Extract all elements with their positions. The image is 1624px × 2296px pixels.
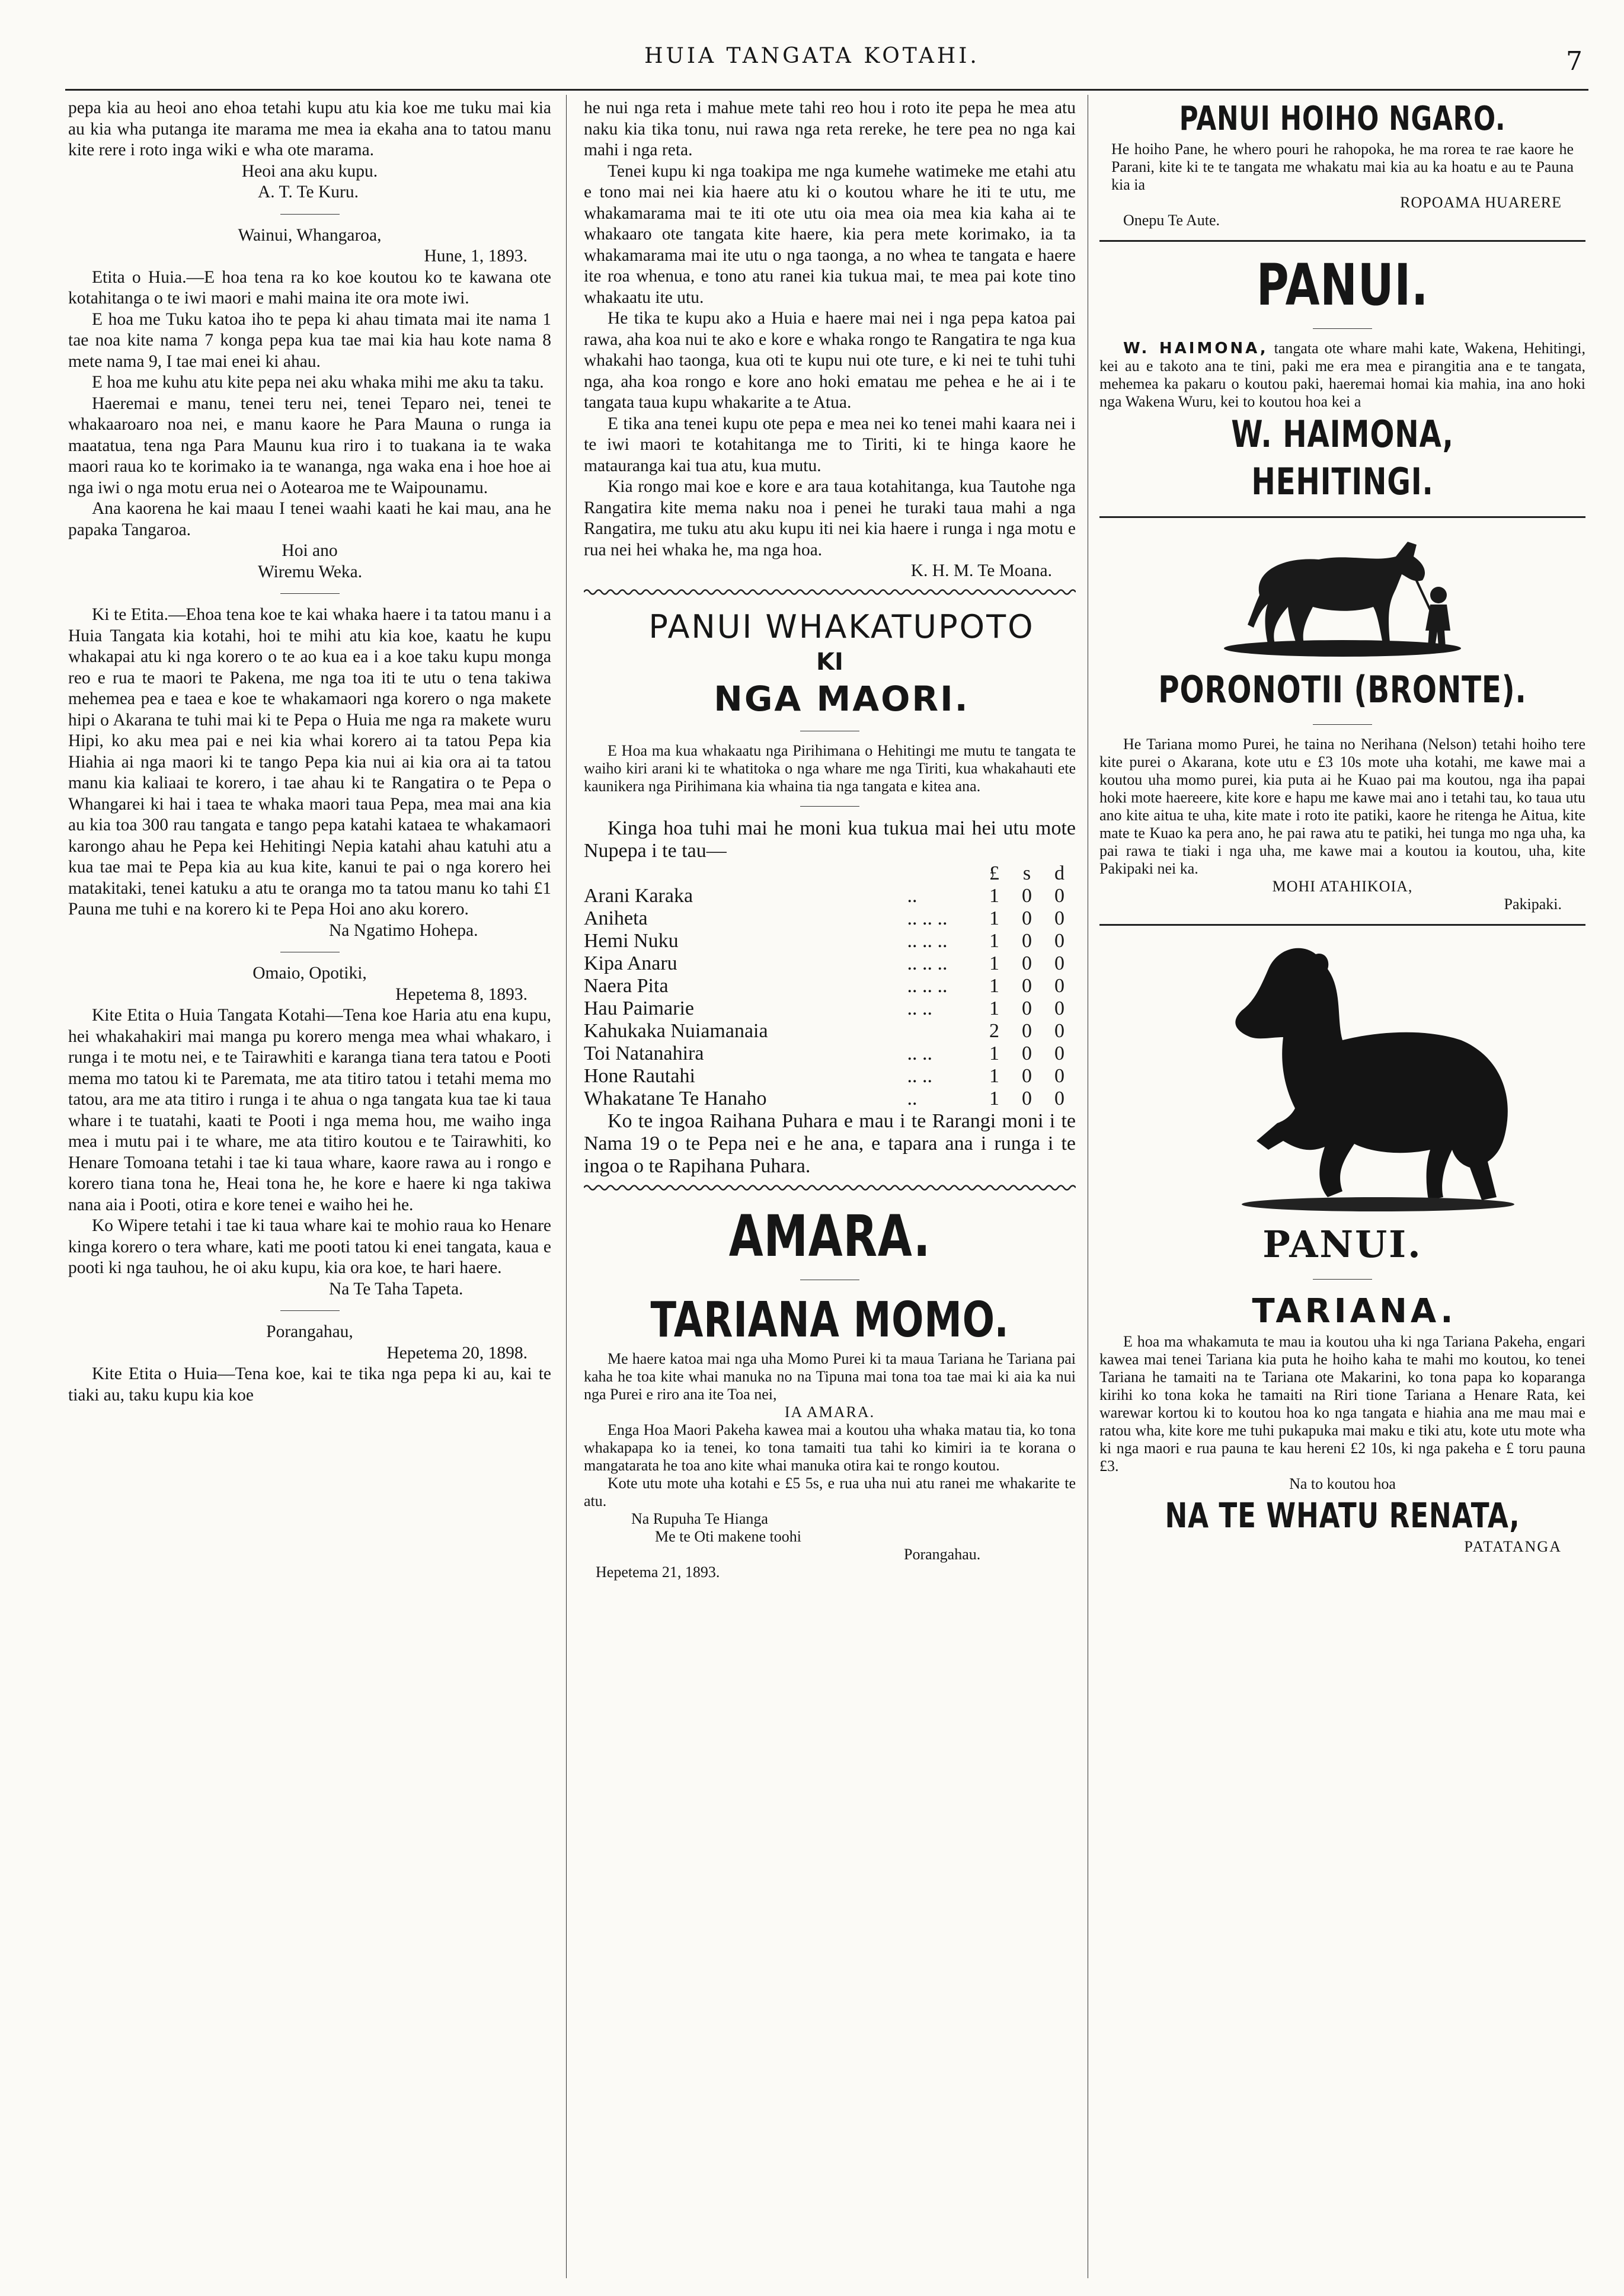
ad-body-wrap <box>1099 340 1585 411</box>
pounds: 1 <box>989 907 999 929</box>
letter-3-signature: Na Ngatimo Hohepa. <box>329 920 478 940</box>
page-number: 7 <box>1566 46 1583 76</box>
letter-2-date: Hune, 1, 1893. <box>424 247 528 266</box>
letter-cont-para: Tenei kupu ki nga toakipa me nga kumehe watimeke me etahi atu e tono mai nei kia haere atu ki o koutou whare he iti te utu, me whakamarama mai te iti ote utu oia mea oia mea kia kaha ai te whakaaro ote tangata kite haere, kia pera mete korimako, ia ta whakamarama mai ite utu o nga taonga, a no whea te tangata e haere ite roa whenua, e tono atu ranei kia tukua mai, te mea pai kote tino whakaatu ite utu. <box>584 161 1076 307</box>
ad-place: PATATANGA <box>1464 1538 1562 1555</box>
haimona-footer: W. HAIMONA, HEHITINGI. <box>1231 412 1454 503</box>
letter-5-para: Kite Etita o Huia—Tena koe, kai te tika nga pepa ki au, kai te tiaki au, taku kupu kia koe <box>68 1364 551 1405</box>
shillings-header: s <box>1022 862 1031 884</box>
section-rule <box>1099 516 1585 518</box>
tariana-signature: Na Rupuha Te Hianga <box>631 1510 768 1527</box>
separator <box>1313 328 1372 329</box>
letter-4-date: Hepetema 8, 1893. <box>395 984 528 1004</box>
ad-closing: Na to koutou hoa <box>1289 1475 1396 1492</box>
pence: 0 <box>1054 885 1064 907</box>
letter-5-place: Porangahau, <box>266 1322 353 1341</box>
shillings: 0 <box>1022 997 1032 1019</box>
subscriber-name: Hone Rautahi <box>584 1065 695 1087</box>
pence: 0 <box>1054 1043 1064 1064</box>
pounds: 1 <box>989 930 999 952</box>
pounds: 1 <box>989 975 999 997</box>
pounds: 2 <box>989 1020 999 1042</box>
leader-dots: .. .. .. <box>907 975 948 997</box>
ad-body: E Hoa ma kua whakaatu nga Pirihimana o Hehitingi me mutu te tangata te waiho kiri arani ki te whatitoka o nga whare me nga Tiriti, kua whakahauti ete kaunikera nga Pirihimana kia whaina tia nga tangata e kitea ana. <box>584 742 1076 795</box>
ad-title: PANUI WHAKATUPOTO <box>648 608 1035 645</box>
pounds: 1 <box>989 1043 999 1064</box>
ad-place: Onepu Te Aute. <box>1123 212 1220 229</box>
letter-1-text: pepa kia au heoi ano ehoa tetahi kupu atu kia koe me tuku mai kia au kia wha putanga ite marama me mea ia ekaha ana to tatou manu kite rere i roto inga wiki e wha ote marama. <box>68 98 551 159</box>
subscriber-name: Aniheta <box>584 907 648 929</box>
ad-title: KI <box>816 648 843 676</box>
letter-2-para: Haeremai e manu, tenei teru nei, tenei Teparo nei, tenei te whakaaroaro noa nei, e manu kaore he Para Mauna o runga ia maatatua, tena nga Para Maunu kua riro i to tuakana ia te waka maori raua ko te korimako ia te wananga, nga waka ena i hoe hoe ai nga iwi o nga motu erua nei o Aotearoa me te Waipounamu. <box>68 394 551 497</box>
tariana-para: Me haere katoa mai nga uha Momo Purei ki ta maua Tariana he Tariana pai kaha he toa kite whai manuka no na Tipuna mai tona toa tae mai ki aia ka nui nga Purei e riro ana ite Toa nei, <box>584 1350 1076 1403</box>
letter-cont-signature: K. H. M. Te Moana. <box>910 561 1052 580</box>
letter-2-signature: Wiremu Weka. <box>258 562 363 581</box>
ad-body: He Tariana momo Purei, he taina no Nerihana (Nelson) tetahi hoiho tere kite purei o Akarana, kote utu e £3 10s mote uha kotahi, me kawe mai a koutou uha momo purei, kia puta ai he Kuao pai ma koutou, nga iha papai hoki mote haereere, kite kore e hapu me kawe mai ano i tetahi tau, ko taua utu ano kite aitua te uha, kite mate i roto ite patiki, kaore he ritenga he Aitua, kite mate te Kuao ka pera ano, he pai rawa atu te patiki, hei tunga mo nga uha, ka pai rawa te tiaki i nga uha, me kawe mai a koutou ia koutou, uha, kite Pakipaki nei ka. <box>1099 736 1585 877</box>
leader-dots <box>907 1020 978 1043</box>
pence: 0 <box>1054 1065 1064 1087</box>
column-1 <box>68 98 551 2284</box>
ad-signature: MOHI ATAHIKOIA, <box>1272 878 1413 895</box>
amara-title: AMARA. <box>728 1203 931 1269</box>
wavy-rule <box>584 588 1076 596</box>
letter-2-para: Etita o Huia.—E hoa tena ra ko koe koutou ko te kawana ote kotahitanga o te iwi maori e mahi maina ite ora mote iwi. <box>68 267 551 308</box>
pence: 0 <box>1054 952 1064 974</box>
table-header <box>584 862 1076 885</box>
section-rule <box>1099 924 1585 926</box>
pence: 0 <box>1054 907 1064 929</box>
panui-title: PANUI. <box>1262 1223 1422 1266</box>
pounds: 1 <box>989 997 999 1019</box>
subscription-note: Ko te ingoa Raihana Puhara e mau i te Rarangi moni i te Nama 19 o te Pepa nei e he ana, e tapara ana i runga i te ingoa o te Rapihana Puhara. <box>584 1110 1076 1177</box>
pounds: 1 <box>989 1065 999 1087</box>
ad-name: W. HAIMONA, <box>1123 340 1268 357</box>
section-rule <box>1099 240 1585 242</box>
header-rule <box>65 89 1588 91</box>
tariana-signature: Me te Oti makene toohi <box>655 1527 801 1545</box>
letter-4-place: Omaio, Opotiki, <box>252 964 367 983</box>
leader-dots: .. .. .. <box>907 952 948 974</box>
tariana-date: Hepetema 21, 1893. <box>596 1563 720 1581</box>
pence: 0 <box>1054 975 1064 997</box>
subscriber-name: Kipa Anaru <box>584 952 677 974</box>
letter-cont-para: E tika ana tenei kupu ote pepa e mea nei ko tenei mahi kaara nei i te iwi maori te kotahitanga me to Tiriti, ki te hinga kaore he matauranga kai tua atu, kua mutu. <box>584 414 1076 475</box>
pence-header: d <box>1054 862 1064 884</box>
shillings: 0 <box>1022 907 1032 929</box>
pence: 0 <box>1054 930 1064 952</box>
separator <box>1313 1279 1372 1280</box>
horse-and-groom-illustration <box>1218 530 1467 660</box>
separator <box>800 806 859 807</box>
separator <box>280 1310 340 1311</box>
leader-dots: .. .. <box>907 1065 933 1087</box>
subscriber-name: Toi Natanahira <box>584 1043 704 1064</box>
pounds: 1 <box>989 952 999 974</box>
table-row <box>584 975 1076 997</box>
hoiho-ngaro-title: PANUI HOIHO NGARO. <box>1179 100 1506 138</box>
table-row <box>584 1020 1076 1043</box>
pounds-header: £ <box>989 862 999 884</box>
letter-2-para: E hoa me Tuku katoa iho te pepa ki ahau timata mai ite nama 1 tae noa kite nama 7 konga pepa kua tae mai kia hau kote nama 8 mete nama 9, I tae mai enei ki ahau. <box>68 309 551 371</box>
table-row <box>584 930 1076 952</box>
pounds: 1 <box>989 885 999 907</box>
leader-dots: .. .. .. <box>907 930 948 952</box>
letter-5-date: Hepetema 20, 1898. <box>386 1343 528 1363</box>
subscriber-name: Whakatane Te Hanaho <box>584 1088 767 1109</box>
leader-dots: .. .. .. <box>907 907 948 929</box>
pence: 0 <box>1054 1020 1064 1042</box>
table-row <box>584 907 1076 930</box>
letter-1-signature: A. T. Te Kuru. <box>258 183 359 202</box>
shillings: 0 <box>1022 1088 1032 1109</box>
leader-dots: .. .. <box>907 997 933 1019</box>
tariana-para: Kote utu mote uha kotahi e £5 5s, e rua uha nui atu ranei me whakarite te atu. <box>584 1474 1076 1510</box>
tariana-place: Porangahau. <box>904 1545 981 1563</box>
letter-cont-para: Kia rongo mai koe e kore e ara taua kotahitanga, kua Tautohe nga Rangatira kite mema naku noa i penei he turaki taua mahi a nga Rangatira, me tuku atu aku kupu iti nei kia haere i runga i nga motu e rua nei hei whaka he, ma nga hoa. <box>584 477 1076 559</box>
pounds: 1 <box>989 1088 999 1109</box>
pence: 0 <box>1054 997 1064 1019</box>
shillings: 0 <box>1022 975 1032 997</box>
pence: 0 <box>1054 1088 1064 1109</box>
letter-4-signature: Na Te Taha Tapeta. <box>329 1279 463 1299</box>
column-2 <box>584 98 1076 2284</box>
tariana-para: Enga Hoa Maori Pakeha kawea mai a koutou uha whaka matau tia, ko tona whakapapa ko ia tenei, ko tona tamaiti tua tahi ko kimiri ia te korana o mangatarata he toa ano kite whai manuka otira kai te rongo koutou. <box>584 1421 1076 1474</box>
subscription-intro: Kinga hoa tuhi mai he moni kua tukua mai hei utu mote Nupepa i te tau— <box>584 817 1076 862</box>
ad-signature: ROPOAMA HUARERE <box>1400 194 1562 211</box>
table-row <box>584 1088 1076 1110</box>
shillings: 0 <box>1022 1065 1032 1087</box>
letter-2-closing: Hoi ano <box>282 541 338 560</box>
ad-title: NGA MAORI. <box>714 679 970 719</box>
letter-2-place: Wainui, Whangaroa, <box>238 225 382 245</box>
leader-dots: .. <box>907 1088 918 1109</box>
ad-signature: NA TE WHATU RENATA, <box>1165 1495 1520 1536</box>
horse-illustration <box>1165 936 1520 1215</box>
subscriber-name: Kahukaka Nuiamanaia <box>584 1020 768 1042</box>
separator <box>1313 724 1372 725</box>
letter-1-closing: Heoi ana aku kupu. <box>241 161 378 181</box>
leader-dots: .. <box>907 885 918 907</box>
ad-body: E hoa ma whakamuta te mau ia koutou uha ki nga Tariana Pakeha, engari kawea mai tenei Tariana kia puta he hoiho kaha te mahi mo koutou, ko tenei Tariana he tamaiti na te Tariana ote Makarini, ko tona papa ko koparanga kirihi ko tona koka he tamaiti na Riri tione Tariana a Henare Rata, kei warewar kortou ki to koutou hoa ko nga tangata e hiahia ana me mau mai e ratou wha, kite kore me tuhi pukapuka mai maku e tiki atu, kote utu mote wha ki nga maori e rua pauna te kau hereni £2 10s, ki nga pakeha e £ toru pauna £3. <box>1099 1333 1585 1475</box>
letter-3-para: Ki te Etita.—Ehoa tena koe te kai whaka haere i ta tatou manu i a Huia Tangata kia kotahi, hoi te mihi atu kia koe, kaatu he kupu whakapai atu ki nga korero o te ao kua ea i a koe taku kupu monga reo e rua te maori te Pakena, me nga toa iti te utu o tena takiwa mehemea pea e taea e koe te whakamaori nga korero o nga makete hipi o Akarana te tuhi mai ki te Pepa o Huia me nga ra makete wuru Hipi, ko aku mea pai e nei kia whai korero ai ta tatou Pepa kia Hiahia ai nga maori ki te tango Pepa kia nui ai kia ora ai ta tatou manu kia kaliaai te korero, i tae ahau ki te Rangatira o te Pepa o Whangarei ki hai i taea te whaka maori taua Pepa, mea mai ana kia au kia toa 300 rau tangata e tango pepa katahi kataea te whakamaori karongo ahau he Pepa kei Hehitingi Nepia katahi ahau katuhi atu a kua tae mai te Pepa kia au kua kite, kanui te pai o nga korero hei matakitaki, tenei katuku a atu te oranga mo ta tatou manu ko tahi £1 Pauna me tuhi e na korero ki te Pepa Hoi ano aku korero. <box>68 605 551 919</box>
column-rule-1 <box>566 95 567 2278</box>
letter-cont-para: he nui nga reta i mahue mete tahi reo hou i roto ite pepa he mea atu naku kia tika tonu, nui rawa nga reta rereke, he tere pea no nga kai mahi i nga reta. <box>584 98 1076 159</box>
tariana-subhead: IA AMARA. <box>784 1403 875 1421</box>
letter-2-para: E hoa me kuhu atu kite pepa nei aku whaka mihi me aku ta taku. <box>92 373 544 392</box>
tariana-title: TARIANA. <box>1252 1292 1457 1331</box>
shillings: 0 <box>1022 952 1032 974</box>
poronotii-title: PORONOTII (BRONTE). <box>1158 668 1527 711</box>
table-row <box>584 997 1076 1020</box>
letter-2-para: Ana kaorena he kai maau I tenei waahi kaati he kai mau, ana he papaka Tangaroa. <box>68 499 551 539</box>
subscriber-name: Hau Paimarie <box>584 997 694 1019</box>
table-row <box>584 952 1076 975</box>
wavy-rule <box>584 1184 1076 1192</box>
shillings: 0 <box>1022 1020 1032 1042</box>
ad-body: He hoiho Pane, he whero pouri he rahopoka, he ma rorea te rae kaore he Parani, kite ki te te tangata me whakatu mai kia au ka hoatu e au te Pauna kia ia <box>1111 140 1574 193</box>
table-row <box>584 1043 1076 1065</box>
letter-4-para: Kite Etita o Huia Tangata Kotahi—Tena koe Haria atu ena kupu, hei whakahakiri mai manga pu korero menga mea whai whakaro, i runga i te motu nei, e te Tairawhiti e karanga tiana tera tatou e Pooti mema mo tatou ki te Paremata, me ata titiro tatou i tetahi mema mo tatou, ara me ata titiro i runga i te ahua o nga tangata kua tae ki taua whare i te tuatahi, kaati te Pooti i nga mema hou, me waiho inga mea i mutu pai i te whare, me ata titiro koutou e te Tairawhiti, ko Henare Tomoana tetahi i tae ki taua whare, kaore rawa au i rongo e korero tiana tona he, Heai tona he, he kore e haere ki nga takiwa nana aia i Pooti, otira e kore tenei e waiho hei he. <box>68 1006 551 1214</box>
ad-body: tangata ote whare mahi kate, Wakena, Hehitingi, kei au e takoto ana te tini, paki me era mea e pirangitia ana e te tangata, mehemea ka pakaru o koutou paki, haeremai homai kia mahia, ina ano hoki nga Wakena Wuru, kei to koutou hoa kei a <box>1099 340 1585 410</box>
panui-title: PANUI. <box>1256 252 1429 318</box>
running-head: HUIA TANGATA KOTAHI. <box>644 44 980 68</box>
subscriber-name: Arani Karaka <box>584 885 693 907</box>
letter-4-para: Ko Wipere tetahi i tae ki taua whare kai te mohio raua ko Henare kinga korero o tera whare, kati me pooti tatou ki enei tangata, kaua e pooti ki nga tauhou, he oi aku kupu, kia ora koe, te hari haere. <box>68 1216 551 1277</box>
separator <box>280 593 340 594</box>
tariana-momo-title: TARIANA MOMO. <box>650 1291 1009 1348</box>
ad-place: Pakipaki. <box>1504 896 1562 913</box>
subscriber-name: Hemi Nuku <box>584 930 679 952</box>
shillings: 0 <box>1022 1043 1032 1064</box>
column-3 <box>1099 98 1585 2284</box>
leader-dots: .. .. <box>907 1043 933 1064</box>
shillings: 0 <box>1022 930 1032 952</box>
subscriber-name: Naera Pita <box>584 975 669 997</box>
letter-cont-para: He tika te kupu ako a Huia e haere mai nei i nga pepa katoa pai rawa, aha koa nui te ako e kore e whaka rongo te Rangatira te nga kua whakahi hao taonga, kua oti te kupu nui ote ture, e ki nei te tuhi tuhi nga, aha koa rongo e kore ano hoki ematau me pehea e he ai i te tangata taua kupu whakarite a te Atua. <box>584 309 1076 412</box>
subscription-table <box>584 862 1076 1110</box>
separator <box>280 214 340 215</box>
table-row <box>584 1065 1076 1088</box>
shillings: 0 <box>1022 885 1032 907</box>
table-row <box>584 885 1076 907</box>
